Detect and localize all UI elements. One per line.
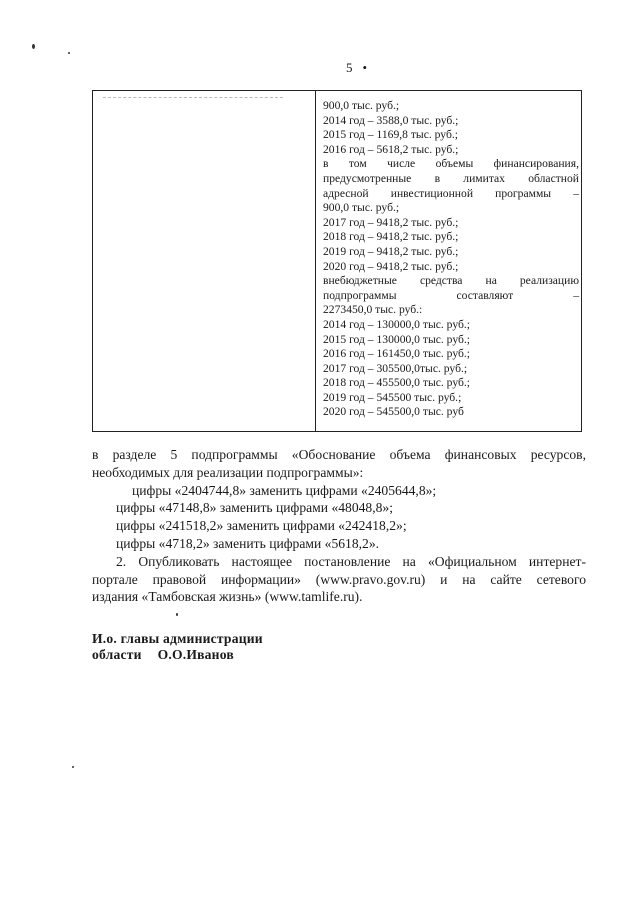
table-line: предусмотренные в лимитах областной (323, 171, 579, 185)
table-line: 2015 год – 1169,8 тыс. руб.; (323, 128, 458, 142)
table-left-cell-remnant (103, 97, 283, 99)
signature-title-line2: области (92, 647, 142, 662)
table-line: подпрограммы составляют – (323, 288, 579, 302)
page-number-value: 5 (346, 60, 353, 75)
replacement-4: цифры «4718,2» заменить цифрами «5618,2». (116, 535, 380, 551)
signature-name: О.О.Иванов (157, 647, 234, 662)
replacement-3: цифры «241518,2» заменить цифрами «242418,2»; (116, 518, 407, 534)
replacement-1: цифры «2404744,8» заменить цифрами «2405644,8»; (132, 482, 437, 498)
body-text (92, 446, 586, 606)
page-number (346, 60, 367, 76)
table-line: 2019 год – 9418,2 тыс. руб.; (323, 244, 459, 258)
funding-table (92, 90, 582, 432)
publish-line3: издания «Тамбовская жизнь» (www.tamlife.ru). (92, 589, 363, 605)
table-line: 2018 год – 455500,0 тыс. руб.; (323, 376, 470, 390)
scan-speck (72, 766, 74, 768)
table-line: 2273450,0 тыс. руб.: (323, 303, 423, 317)
table-line: 2016 год – 161450,0 тыс. руб.; (323, 347, 470, 361)
signature-block (92, 631, 263, 663)
table-line: в том числе объемы финансирования, (323, 157, 579, 171)
scan-speck (32, 44, 35, 49)
scan-speck (176, 613, 178, 616)
table-line: адресной инвестиционной программы – (323, 186, 579, 200)
section5-intro-line1: в разделе 5 подпрограммы «Обоснование объема финансовых ресурсов, (92, 447, 586, 462)
table-line: 2017 год – 305500,0тыс. руб.; (323, 361, 468, 375)
signature-title-row2 (92, 647, 263, 663)
table-line: внебюджетные средства на реализацию (323, 274, 579, 288)
table-line: 2014 год – 3588,0 тыс. руб.; (323, 113, 459, 127)
table-line: 2020 год – 9418,2 тыс. руб.; (323, 259, 459, 273)
publish-line1: 2. Опубликовать настоящее постановление на «Официальном интернет- (116, 553, 586, 569)
table-line: 2014 год – 130000,0 тыс. руб.; (323, 317, 470, 331)
table-line: 2020 год – 545500,0 тыс. руб (323, 405, 464, 419)
table-line: 900,0 тыс. руб.; (323, 201, 400, 215)
table-line: 900,0 тыс. руб.; (323, 99, 400, 112)
replacement-2: цифры «47148,8» заменить цифрами «48048,8»; (116, 500, 393, 516)
scan-speck (68, 52, 70, 54)
table-right-cell (323, 99, 579, 420)
table-line: 2017 год – 9418,2 тыс. руб.; (323, 215, 459, 229)
table-line: 2016 год – 5618,2 тыс. руб.; (323, 142, 459, 156)
section5-intro-line2: необходимых для реализации подпрограммы»: (92, 464, 364, 480)
publish-line2: портале правовой информации» (www.pravo.gov.ru) и на сайте сетевого (92, 571, 586, 587)
table-line: 2019 год – 545500 тыс. руб.; (323, 390, 462, 404)
table-line: 2018 год – 9418,2 тыс. руб.; (323, 230, 459, 244)
table-column-divider (315, 91, 316, 431)
table-line: 2015 год – 130000,0 тыс. руб.; (323, 332, 470, 346)
signature-title-line1: И.о. главы администрации (92, 631, 263, 646)
page-mark: • (362, 60, 368, 75)
